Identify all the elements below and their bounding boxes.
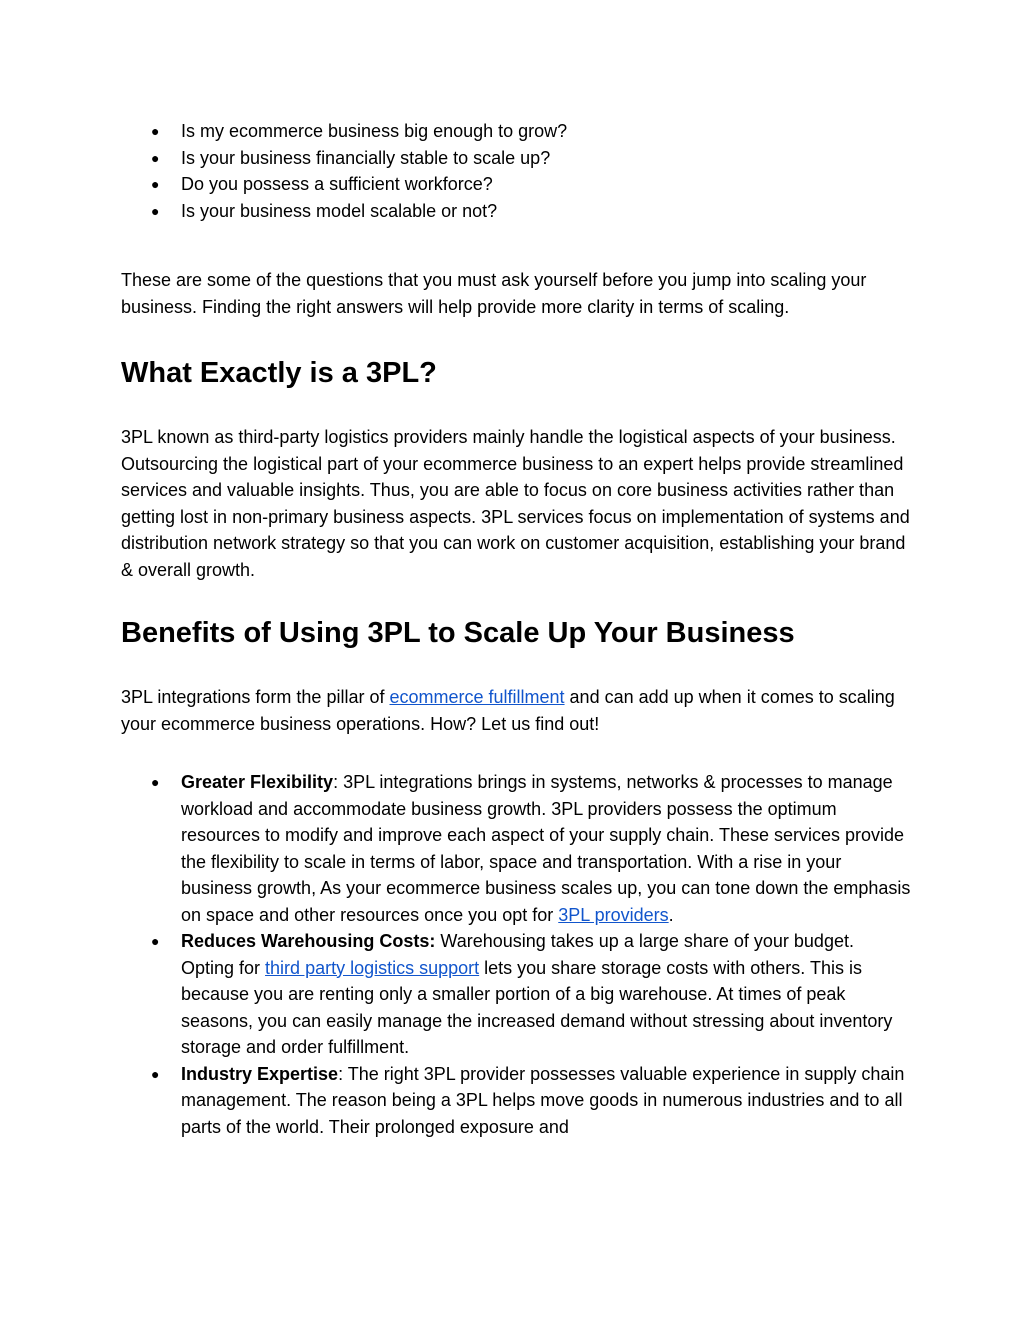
benefit-text: lets you share storage costs with others. This is because you are renting only a smaller portion of a big warehouse. At times of peak seasons, you can easily manage the increased demand without stressing about inventory storage and order fulfillment.	[181, 957, 893, 1057]
section-paragraph-what-is-3pl: 3PL known as third-party logistics providers mainly handle the logistical aspects of your business. Outsourcing the logistical part of your ecommerce business to an expert helps provide streamlined services and valuable insights. Thus, you are able to focus on core business activities rather than getting lost in non-primary business aspects. 3PL services focus on implementation of systems and distribution network strategy so that you can work on customer acquisition, establishing your brand & overall growth.	[121, 427, 910, 580]
document-page	[121, 118, 911, 1140]
list-item	[121, 118, 911, 145]
benefit-title: Reduces Warehousing Costs:	[181, 931, 436, 951]
section-heading-what-is-3pl: What Exactly is a 3PL?	[121, 357, 437, 389]
list-item	[121, 145, 911, 172]
section-heading-benefits: Benefits of Using 3PL to Scale Up Your Business	[121, 617, 795, 649]
bullet-icon: ●	[151, 176, 160, 192]
question-text: Is your business model scalable or not?	[181, 200, 498, 221]
intro-question-list	[121, 118, 911, 224]
paragraph-text: and can add up when it comes to scaling your ecommerce business operations. How? Let us find out!	[121, 687, 895, 734]
list-item	[121, 928, 911, 1061]
benefit-title: Greater Flexibility	[181, 772, 334, 792]
list-item	[121, 171, 911, 198]
list-item	[121, 198, 911, 225]
bullet-icon: ●	[151, 123, 160, 139]
bullet-icon: ●	[151, 1065, 160, 1082]
list-item	[121, 1061, 911, 1141]
bullet-icon: ●	[151, 202, 160, 219]
ecommerce-fulfillment-link[interactable]: ecommerce fulfillment	[389, 687, 565, 707]
paragraph-text: 3PL integrations form the pillar of	[121, 687, 390, 707]
question-text: Do you possess a sufficient workforce?	[181, 174, 493, 194]
benefits-intro-paragraph	[121, 684, 911, 737]
intro-paragraph: These are some of the questions that you must ask yourself before you jump into scaling your business. Finding the right answers will help provide more clarity in terms of scaling.	[121, 270, 867, 317]
third-party-logistics-support-link[interactable]: third party logistics support	[265, 957, 480, 978]
3pl-providers-link[interactable]: 3PL providers	[558, 904, 669, 925]
benefits-list	[121, 769, 911, 1140]
bullet-icon: ●	[151, 933, 160, 949]
benefit-text: Warehousing takes up a large share of your budget. Opting for	[181, 931, 854, 978]
benefit-text: .	[668, 904, 674, 925]
benefit-title: Industry Expertise	[181, 1063, 339, 1084]
bullet-icon: ●	[151, 774, 160, 790]
benefit-text: : The right 3PL provider possesses valuable experience in supply chain management. The reason being a 3PL helps move goods in numerous industries and to all parts of the world. Their prolonged exposure and	[181, 1063, 905, 1137]
list-item	[121, 769, 911, 928]
benefit-text: : 3PL integrations brings in systems, networks & processes to manage workload and accommodate business growth. 3PL providers possess the optimum resources to modify and improve each aspect of your supply chain. These services provide the flexibility to scale in terms of labor, space and transportation. With a rise in your business growth, As your ecommerce business scales up, you can tone down the emphasis on space and other resources once you opt for	[181, 772, 911, 925]
bullet-icon: ●	[151, 149, 160, 166]
question-text: Is my ecommerce business big enough to grow?	[181, 121, 568, 141]
question-text: Is your business financially stable to scale up?	[181, 147, 551, 168]
